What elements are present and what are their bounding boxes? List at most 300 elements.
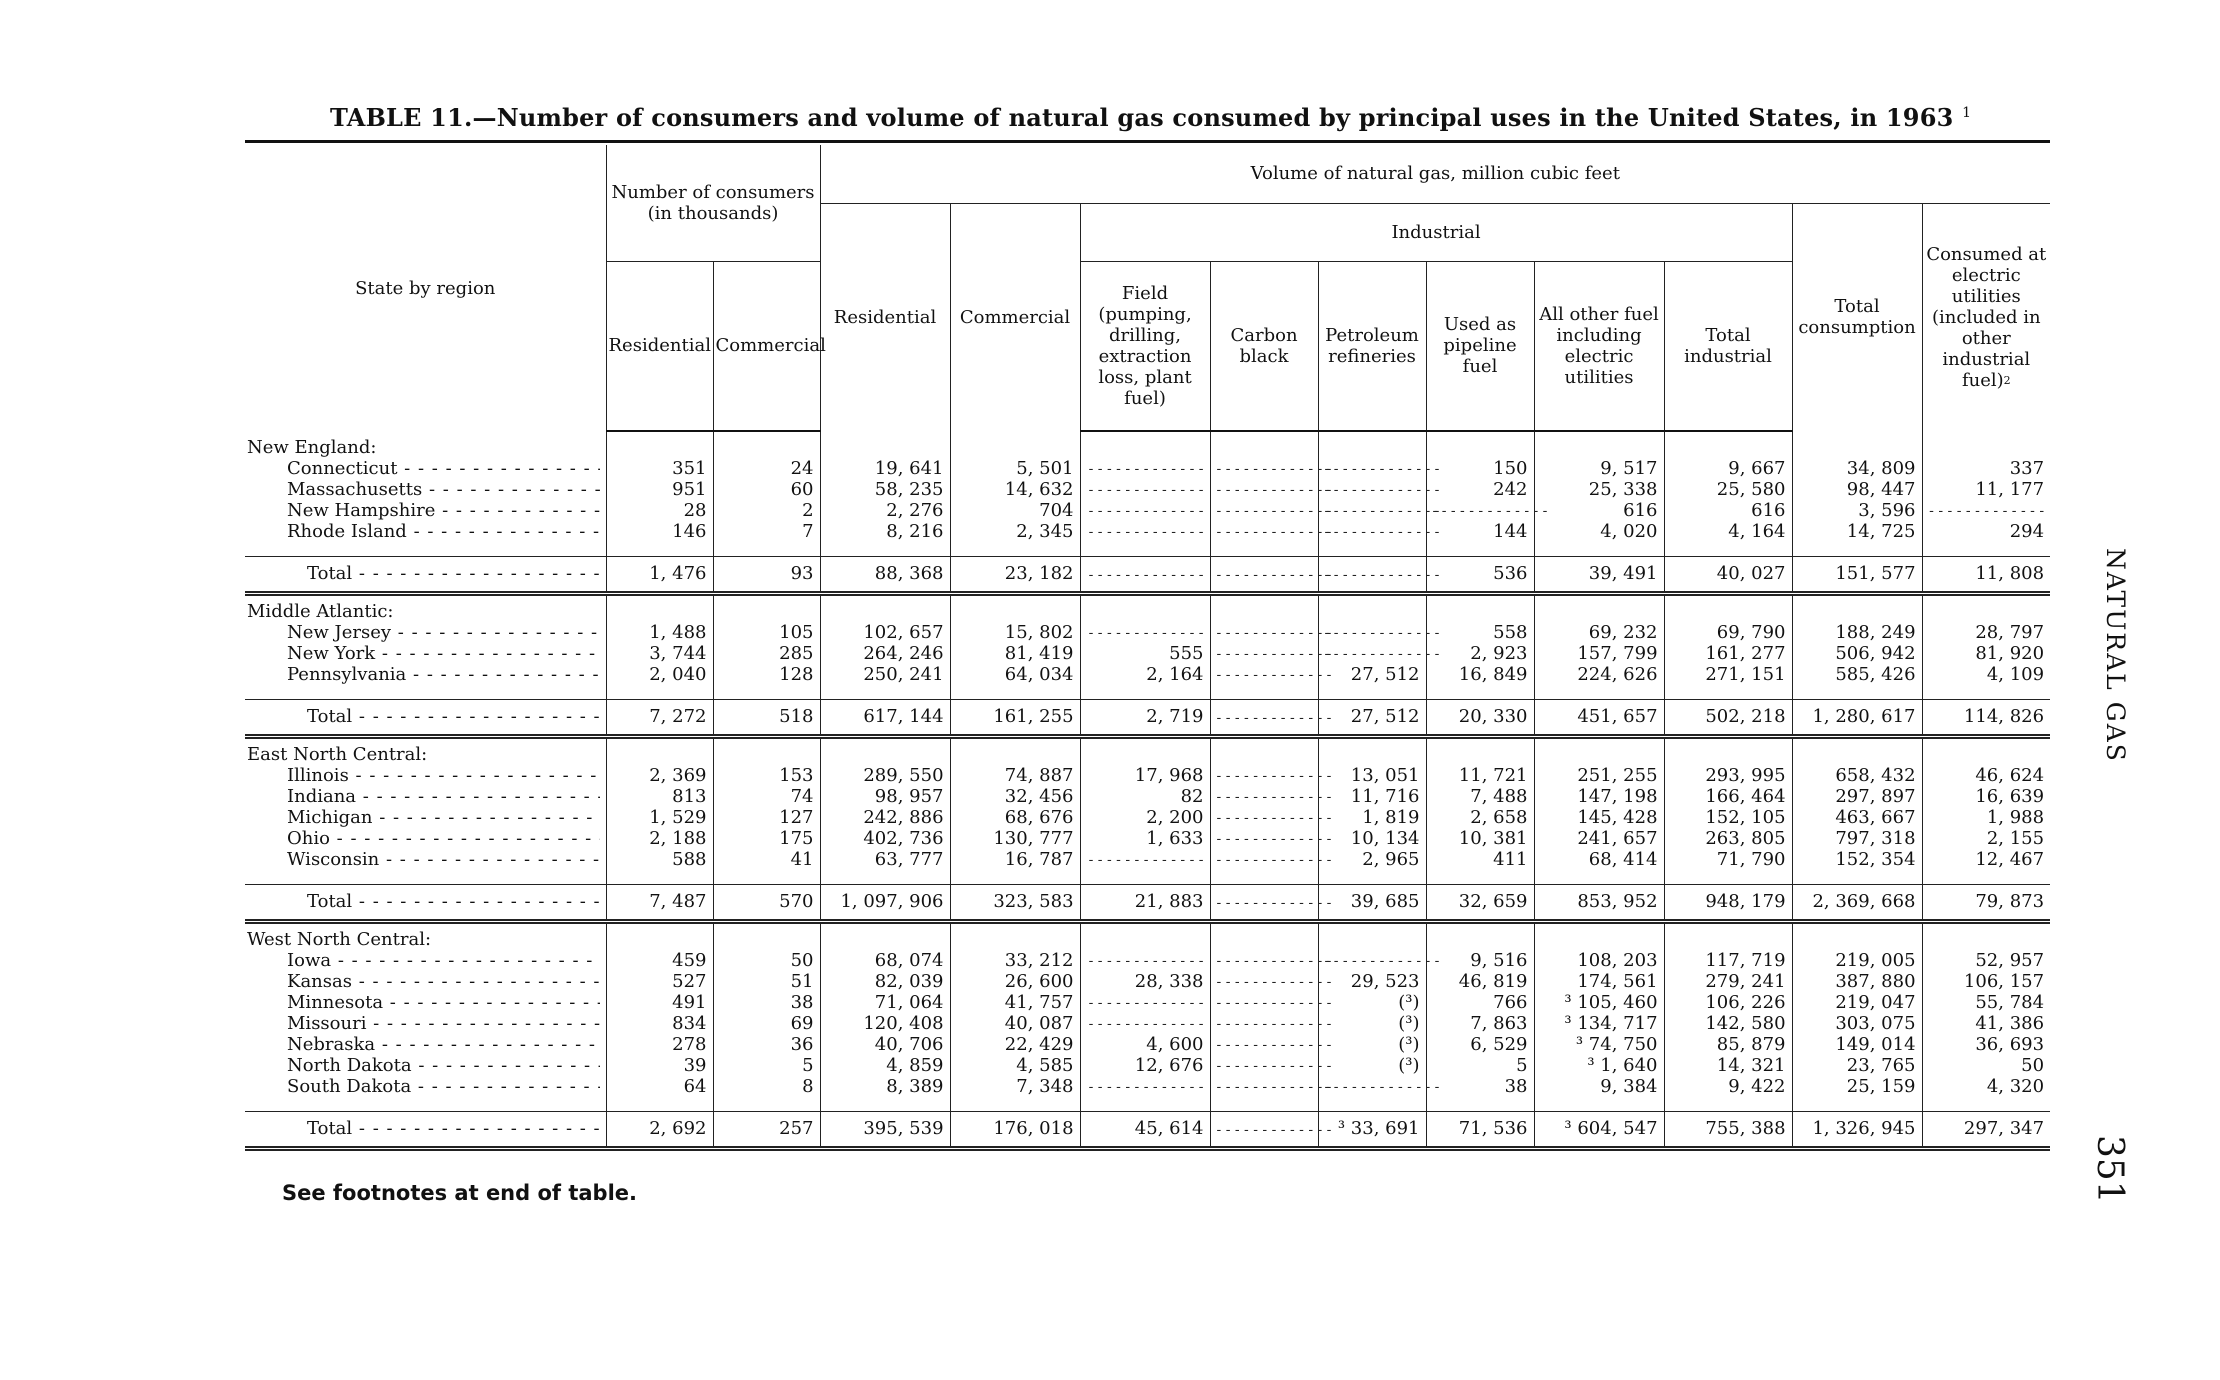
cell-tot: 387, 880 xyxy=(1792,971,1922,992)
total-row xyxy=(245,1112,2050,1149)
cell-v_com: 81, 419 xyxy=(950,643,1080,664)
empty-cell xyxy=(950,685,1080,700)
state-label: Missouri - - - xyxy=(287,1014,600,1034)
cell-petro: (³) xyxy=(1318,1013,1426,1034)
cell-tot_ind: 161, 277 xyxy=(1664,643,1792,664)
state-label: Nebraska - - - xyxy=(287,1035,600,1055)
empty-cell xyxy=(1922,737,2050,766)
cell-pipe: 38 xyxy=(1426,1076,1534,1097)
cell-c_res: 39 xyxy=(606,1055,713,1076)
cell-pipe: 46, 819 xyxy=(1426,971,1534,992)
cell-v_com: 704 xyxy=(950,500,1080,521)
cell-elec: 106, 157 xyxy=(1922,971,2050,992)
cell-c_res: 588 xyxy=(606,849,713,870)
cell-other: 224, 626 xyxy=(1534,664,1664,685)
cell-carbon xyxy=(1210,500,1318,521)
cell-other: 25, 338 xyxy=(1534,479,1664,500)
state-label: Connecticut - - - xyxy=(287,459,600,479)
cell-c_res: 1, 476 xyxy=(606,557,713,594)
empty-cell xyxy=(1318,1097,1426,1112)
cell-field xyxy=(1080,992,1210,1013)
cell-v_res: 4, 859 xyxy=(820,1055,950,1076)
total-label-text: Total - - - xyxy=(307,564,600,584)
cell-c_res: 951 xyxy=(606,479,713,500)
cell-tot: 98, 447 xyxy=(1792,479,1922,500)
cell-pipe: 6, 529 xyxy=(1426,1034,1534,1055)
empty-cell xyxy=(1922,870,2050,885)
cell-elec: 11, 808 xyxy=(1922,557,2050,594)
total-consumption-header: Total consumption xyxy=(1792,203,1922,431)
cell-carbon xyxy=(1210,1013,1318,1034)
cell-c_res: 527 xyxy=(606,971,713,992)
cell-v_res: 102, 657 xyxy=(820,622,950,643)
region-row xyxy=(245,737,2050,766)
cell-pipe: 16, 849 xyxy=(1426,664,1534,685)
empty-cell xyxy=(1318,922,1426,951)
empty-cell xyxy=(820,1097,950,1112)
cell-v_res: 19, 641 xyxy=(820,458,950,479)
consumers-group-header: Number of consumers (in thousands) xyxy=(606,145,820,261)
empty-cell xyxy=(1210,870,1318,885)
empty-cell xyxy=(1210,431,1318,458)
empty-cell xyxy=(606,870,713,885)
cell-field xyxy=(1080,557,1210,594)
cell-field xyxy=(1080,1013,1210,1034)
empty-cell xyxy=(1318,431,1426,458)
cell-field xyxy=(1080,1076,1210,1097)
cell-c_com: 285 xyxy=(713,643,820,664)
cell-c_com: 175 xyxy=(713,828,820,849)
state-name xyxy=(245,1013,606,1034)
cell-v_com: 23, 182 xyxy=(950,557,1080,594)
cell-other: 147, 198 xyxy=(1534,786,1664,807)
empty-cell xyxy=(1534,737,1664,766)
cell-field xyxy=(1080,950,1210,971)
cell-pipe: 20, 330 xyxy=(1426,700,1534,737)
empty-cell xyxy=(950,922,1080,951)
cell-pipe: 766 xyxy=(1426,992,1534,1013)
cell-tot: 658, 432 xyxy=(1792,765,1922,786)
state-label: Michigan - - - xyxy=(287,808,600,828)
state-name xyxy=(245,950,606,971)
cell-other: 9, 384 xyxy=(1534,1076,1664,1097)
cell-petro: (³) xyxy=(1318,1034,1426,1055)
cell-elec: 11, 177 xyxy=(1922,479,2050,500)
cell-elec: 1, 988 xyxy=(1922,807,2050,828)
cell-c_res: 459 xyxy=(606,950,713,971)
empty-cell xyxy=(713,870,820,885)
state-label: Pennsylvania - - - xyxy=(287,665,600,685)
cell-carbon xyxy=(1210,849,1318,870)
cell-c_com: 36 xyxy=(713,1034,820,1055)
cell-petro: 39, 685 xyxy=(1318,885,1426,922)
state-label: Massachusetts - - - xyxy=(287,480,600,500)
cell-pipe: 536 xyxy=(1426,557,1534,594)
cell-field xyxy=(1080,458,1210,479)
cell-v_com: 15, 802 xyxy=(950,622,1080,643)
cell-other: 145, 428 xyxy=(1534,807,1664,828)
cell-c_com: 257 xyxy=(713,1112,820,1149)
table-row xyxy=(245,950,2050,971)
cell-v_res: 8, 216 xyxy=(820,521,950,542)
cell-v_res: 289, 550 xyxy=(820,765,950,786)
empty-cell xyxy=(1426,685,1534,700)
empty-cell xyxy=(1318,870,1426,885)
cell-tot: 34, 809 xyxy=(1792,458,1922,479)
cell-v_res: 98, 957 xyxy=(820,786,950,807)
empty-cell xyxy=(1534,431,1664,458)
cell-carbon xyxy=(1210,664,1318,685)
cell-elec: 4, 320 xyxy=(1922,1076,2050,1097)
spacer-row xyxy=(245,685,2050,700)
cell-c_com: 93 xyxy=(713,557,820,594)
cell-c_res: 146 xyxy=(606,521,713,542)
cell-tot_ind: 4, 164 xyxy=(1664,521,1792,542)
cell-tot: 188, 249 xyxy=(1792,622,1922,643)
empty-cell xyxy=(1426,870,1534,885)
empty-cell xyxy=(713,922,820,951)
cell-v_com: 5, 501 xyxy=(950,458,1080,479)
state-name xyxy=(245,622,606,643)
empty-cell xyxy=(820,594,950,623)
empty-cell xyxy=(1792,922,1922,951)
cell-tot: 585, 426 xyxy=(1792,664,1922,685)
cell-field: 1, 633 xyxy=(1080,828,1210,849)
cell-v_res: 88, 368 xyxy=(820,557,950,594)
vol-commercial-header: Commercial xyxy=(950,203,1080,431)
cons-commercial-header: Commercial xyxy=(713,261,820,431)
empty-cell xyxy=(606,922,713,951)
cell-v_com: 41, 757 xyxy=(950,992,1080,1013)
cell-v_res: 617, 144 xyxy=(820,700,950,737)
empty-cell xyxy=(950,737,1080,766)
cell-petro xyxy=(1318,950,1426,971)
cell-elec: 297, 347 xyxy=(1922,1112,2050,1149)
cell-elec: 52, 957 xyxy=(1922,950,2050,971)
cell-c_res: 2, 188 xyxy=(606,828,713,849)
empty-cell xyxy=(1792,594,1922,623)
cell-pipe: 2, 923 xyxy=(1426,643,1534,664)
empty-cell xyxy=(1664,685,1792,700)
total-row xyxy=(245,700,2050,737)
cell-c_com: 38 xyxy=(713,992,820,1013)
spacer-row xyxy=(245,1097,2050,1112)
empty-cell xyxy=(1210,1097,1318,1112)
cell-tot: 463, 667 xyxy=(1792,807,1922,828)
cell-field: 12, 676 xyxy=(1080,1055,1210,1076)
cell-carbon xyxy=(1210,622,1318,643)
cell-field: 21, 883 xyxy=(1080,885,1210,922)
spacer-row xyxy=(245,542,2050,557)
empty-cell xyxy=(1664,431,1792,458)
cell-c_res: 28 xyxy=(606,500,713,521)
empty-cell xyxy=(1534,870,1664,885)
cell-c_res: 1, 529 xyxy=(606,807,713,828)
empty-cell xyxy=(1664,737,1792,766)
cell-v_res: 63, 777 xyxy=(820,849,950,870)
region-name: New England: xyxy=(247,437,377,458)
cell-tot_ind: 117, 719 xyxy=(1664,950,1792,971)
cell-field xyxy=(1080,849,1210,870)
state-name xyxy=(245,664,606,685)
cell-v_res: 264, 246 xyxy=(820,643,950,664)
cell-tot: 14, 725 xyxy=(1792,521,1922,542)
state-label: New York - - - xyxy=(287,644,600,664)
state-name xyxy=(245,643,606,664)
cell-v_res: 71, 064 xyxy=(820,992,950,1013)
cell-c_res: 351 xyxy=(606,458,713,479)
cell-tot_ind: 755, 388 xyxy=(1664,1112,1792,1149)
empty-cell xyxy=(606,542,713,557)
cell-tot_ind: 71, 790 xyxy=(1664,849,1792,870)
cell-v_com: 130, 777 xyxy=(950,828,1080,849)
state-name xyxy=(245,765,606,786)
cell-pipe: 2, 658 xyxy=(1426,807,1534,828)
cell-tot_ind: 9, 422 xyxy=(1664,1076,1792,1097)
state-label: New Hampshire - - - xyxy=(287,501,600,521)
cell-c_com: 51 xyxy=(713,971,820,992)
cell-tot_ind: 106, 226 xyxy=(1664,992,1792,1013)
cell-other: 9, 517 xyxy=(1534,458,1664,479)
cell-petro: 11, 716 xyxy=(1318,786,1426,807)
cell-petro xyxy=(1318,458,1426,479)
cell-v_res: 40, 706 xyxy=(820,1034,950,1055)
cell-c_res: 64 xyxy=(606,1076,713,1097)
cell-v_com: 161, 255 xyxy=(950,700,1080,737)
cell-elec: 16, 639 xyxy=(1922,786,2050,807)
state-name xyxy=(245,849,606,870)
cell-c_com: 41 xyxy=(713,849,820,870)
cell-v_com: 176, 018 xyxy=(950,1112,1080,1149)
empty-cell xyxy=(1534,685,1664,700)
cell-tot: 219, 047 xyxy=(1792,992,1922,1013)
cell-carbon xyxy=(1210,950,1318,971)
cell-tot_ind: 142, 580 xyxy=(1664,1013,1792,1034)
cell-other: ³ 134, 717 xyxy=(1534,1013,1664,1034)
empty-cell xyxy=(1792,431,1922,458)
empty-cell xyxy=(713,737,820,766)
cell-pipe: 150 xyxy=(1426,458,1534,479)
cell-carbon xyxy=(1210,1112,1318,1149)
empty-cell xyxy=(713,594,820,623)
total-label-text: Total - - - xyxy=(307,892,600,912)
cell-c_res: 7, 272 xyxy=(606,700,713,737)
cell-tot: 797, 318 xyxy=(1792,828,1922,849)
total-label xyxy=(245,885,606,922)
industrial-group-header: Industrial xyxy=(1080,203,1792,261)
cell-pipe: 242 xyxy=(1426,479,1534,500)
state-name xyxy=(245,479,606,500)
cell-carbon xyxy=(1210,1055,1318,1076)
table-row xyxy=(245,807,2050,828)
cell-c_com: 8 xyxy=(713,1076,820,1097)
consumption-table xyxy=(245,145,2050,1151)
cell-v_res: 2, 276 xyxy=(820,500,950,521)
pipeline-header: Used as pipeline fuel xyxy=(1426,261,1534,431)
cell-other: 251, 255 xyxy=(1534,765,1664,786)
cell-petro xyxy=(1318,622,1426,643)
empty-cell xyxy=(713,685,820,700)
cell-v_res: 402, 736 xyxy=(820,828,950,849)
cell-petro: 13, 051 xyxy=(1318,765,1426,786)
empty-cell xyxy=(1922,431,2050,458)
cell-other: 174, 561 xyxy=(1534,971,1664,992)
cell-elec: 36, 693 xyxy=(1922,1034,2050,1055)
cell-petro: 10, 134 xyxy=(1318,828,1426,849)
cell-carbon xyxy=(1210,643,1318,664)
cell-field xyxy=(1080,500,1210,521)
cell-v_com: 32, 456 xyxy=(950,786,1080,807)
field-header: Field (pumping, drilling, extraction loss, plant fuel) xyxy=(1080,261,1210,431)
cell-field: 4, 600 xyxy=(1080,1034,1210,1055)
cell-other: 108, 203 xyxy=(1534,950,1664,971)
state-label: Iowa - - - xyxy=(287,951,600,971)
cell-c_res: 813 xyxy=(606,786,713,807)
cell-v_com: 16, 787 xyxy=(950,849,1080,870)
cell-pipe: 71, 536 xyxy=(1426,1112,1534,1149)
empty-cell xyxy=(1792,870,1922,885)
cell-other: 4, 020 xyxy=(1534,521,1664,542)
empty-cell xyxy=(245,870,606,885)
cell-v_res: 58, 235 xyxy=(820,479,950,500)
table-row xyxy=(245,971,2050,992)
cell-tot_ind: 85, 879 xyxy=(1664,1034,1792,1055)
state-name xyxy=(245,828,606,849)
cell-petro: (³) xyxy=(1318,992,1426,1013)
cell-c_com: 128 xyxy=(713,664,820,685)
empty-cell xyxy=(820,542,950,557)
cell-v_com: 68, 676 xyxy=(950,807,1080,828)
state-label: Wisconsin - - - xyxy=(287,850,600,870)
empty-cell xyxy=(1080,542,1210,557)
empty-cell xyxy=(606,431,713,458)
table-row xyxy=(245,622,2050,643)
empty-cell xyxy=(950,1097,1080,1112)
cell-petro: 29, 523 xyxy=(1318,971,1426,992)
table-row xyxy=(245,1055,2050,1076)
cell-v_com: 2, 345 xyxy=(950,521,1080,542)
empty-cell xyxy=(1318,737,1426,766)
cell-elec xyxy=(1922,500,2050,521)
table-row xyxy=(245,1013,2050,1034)
cell-field: 17, 968 xyxy=(1080,765,1210,786)
cell-field: 2, 200 xyxy=(1080,807,1210,828)
cell-tot: 219, 005 xyxy=(1792,950,1922,971)
state-label: Minnesota - - - xyxy=(287,993,600,1013)
cell-other: 68, 414 xyxy=(1534,849,1664,870)
cell-elec: 337 xyxy=(1922,458,2050,479)
cell-v_res: 8, 389 xyxy=(820,1076,950,1097)
state-label: Ohio - - - xyxy=(287,829,600,849)
cell-other: 853, 952 xyxy=(1534,885,1664,922)
cell-c_res: 491 xyxy=(606,992,713,1013)
cell-field xyxy=(1080,622,1210,643)
table-row xyxy=(245,664,2050,685)
cell-tot: 303, 075 xyxy=(1792,1013,1922,1034)
empty-cell xyxy=(606,1097,713,1112)
empty-cell xyxy=(1210,737,1318,766)
cell-elec: 4, 109 xyxy=(1922,664,2050,685)
cell-v_res: 120, 408 xyxy=(820,1013,950,1034)
state-name xyxy=(245,1076,606,1097)
empty-cell xyxy=(1426,737,1534,766)
cell-v_res: 1, 097, 906 xyxy=(820,885,950,922)
table-row xyxy=(245,849,2050,870)
table-row xyxy=(245,1034,2050,1055)
cell-pipe: 411 xyxy=(1426,849,1534,870)
cell-elec: 46, 624 xyxy=(1922,765,2050,786)
cons-residential-header: Residential xyxy=(606,261,713,431)
state-label: New Jersey - - - xyxy=(287,623,600,643)
state-name xyxy=(245,1034,606,1055)
cell-v_res: 82, 039 xyxy=(820,971,950,992)
empty-cell xyxy=(1792,737,1922,766)
cell-carbon xyxy=(1210,700,1318,737)
cell-c_res: 278 xyxy=(606,1034,713,1055)
cell-tot: 149, 014 xyxy=(1792,1034,1922,1055)
cell-tot: 23, 765 xyxy=(1792,1055,1922,1076)
cell-field xyxy=(1080,521,1210,542)
cell-pipe: 144 xyxy=(1426,521,1534,542)
cell-pipe: 7, 863 xyxy=(1426,1013,1534,1034)
cell-pipe: 9, 516 xyxy=(1426,950,1534,971)
cell-other: 241, 657 xyxy=(1534,828,1664,849)
cell-tot_ind: 14, 321 xyxy=(1664,1055,1792,1076)
cell-elec: 50 xyxy=(1922,1055,2050,1076)
cell-tot_ind: 263, 805 xyxy=(1664,828,1792,849)
empty-cell xyxy=(1426,922,1534,951)
vol-residential-header: Residential xyxy=(820,203,950,431)
cell-c_com: 7 xyxy=(713,521,820,542)
empty-cell xyxy=(1922,542,2050,557)
cell-petro xyxy=(1318,500,1426,521)
cell-field: 2, 164 xyxy=(1080,664,1210,685)
cell-other: ³ 1, 640 xyxy=(1534,1055,1664,1076)
empty-cell xyxy=(1664,594,1792,623)
cell-carbon xyxy=(1210,458,1318,479)
cell-petro xyxy=(1318,1076,1426,1097)
cell-v_res: 242, 886 xyxy=(820,807,950,828)
empty-cell xyxy=(1922,922,2050,951)
cell-c_com: 74 xyxy=(713,786,820,807)
empty-cell xyxy=(1426,431,1534,458)
cell-elec: 2, 155 xyxy=(1922,828,2050,849)
table-row xyxy=(245,458,2050,479)
cell-field: 28, 338 xyxy=(1080,971,1210,992)
state-label: Kansas - - - xyxy=(287,972,600,992)
total-label xyxy=(245,1112,606,1149)
cell-elec: 294 xyxy=(1922,521,2050,542)
empty-cell xyxy=(1080,431,1210,458)
cell-pipe: 7, 488 xyxy=(1426,786,1534,807)
cell-carbon xyxy=(1210,786,1318,807)
cell-tot: 152, 354 xyxy=(1792,849,1922,870)
cell-c_com: 60 xyxy=(713,479,820,500)
cell-c_com: 153 xyxy=(713,765,820,786)
table-row xyxy=(245,643,2050,664)
empty-cell xyxy=(1210,594,1318,623)
state-name xyxy=(245,786,606,807)
cell-v_com: 33, 212 xyxy=(950,950,1080,971)
empty-cell xyxy=(950,542,1080,557)
cell-field xyxy=(1080,479,1210,500)
empty-cell xyxy=(820,685,950,700)
cell-tot: 297, 897 xyxy=(1792,786,1922,807)
empty-cell xyxy=(950,594,1080,623)
cell-tot: 1, 326, 945 xyxy=(1792,1112,1922,1149)
region-name: West North Central: xyxy=(247,929,432,950)
cell-v_res: 68, 074 xyxy=(820,950,950,971)
